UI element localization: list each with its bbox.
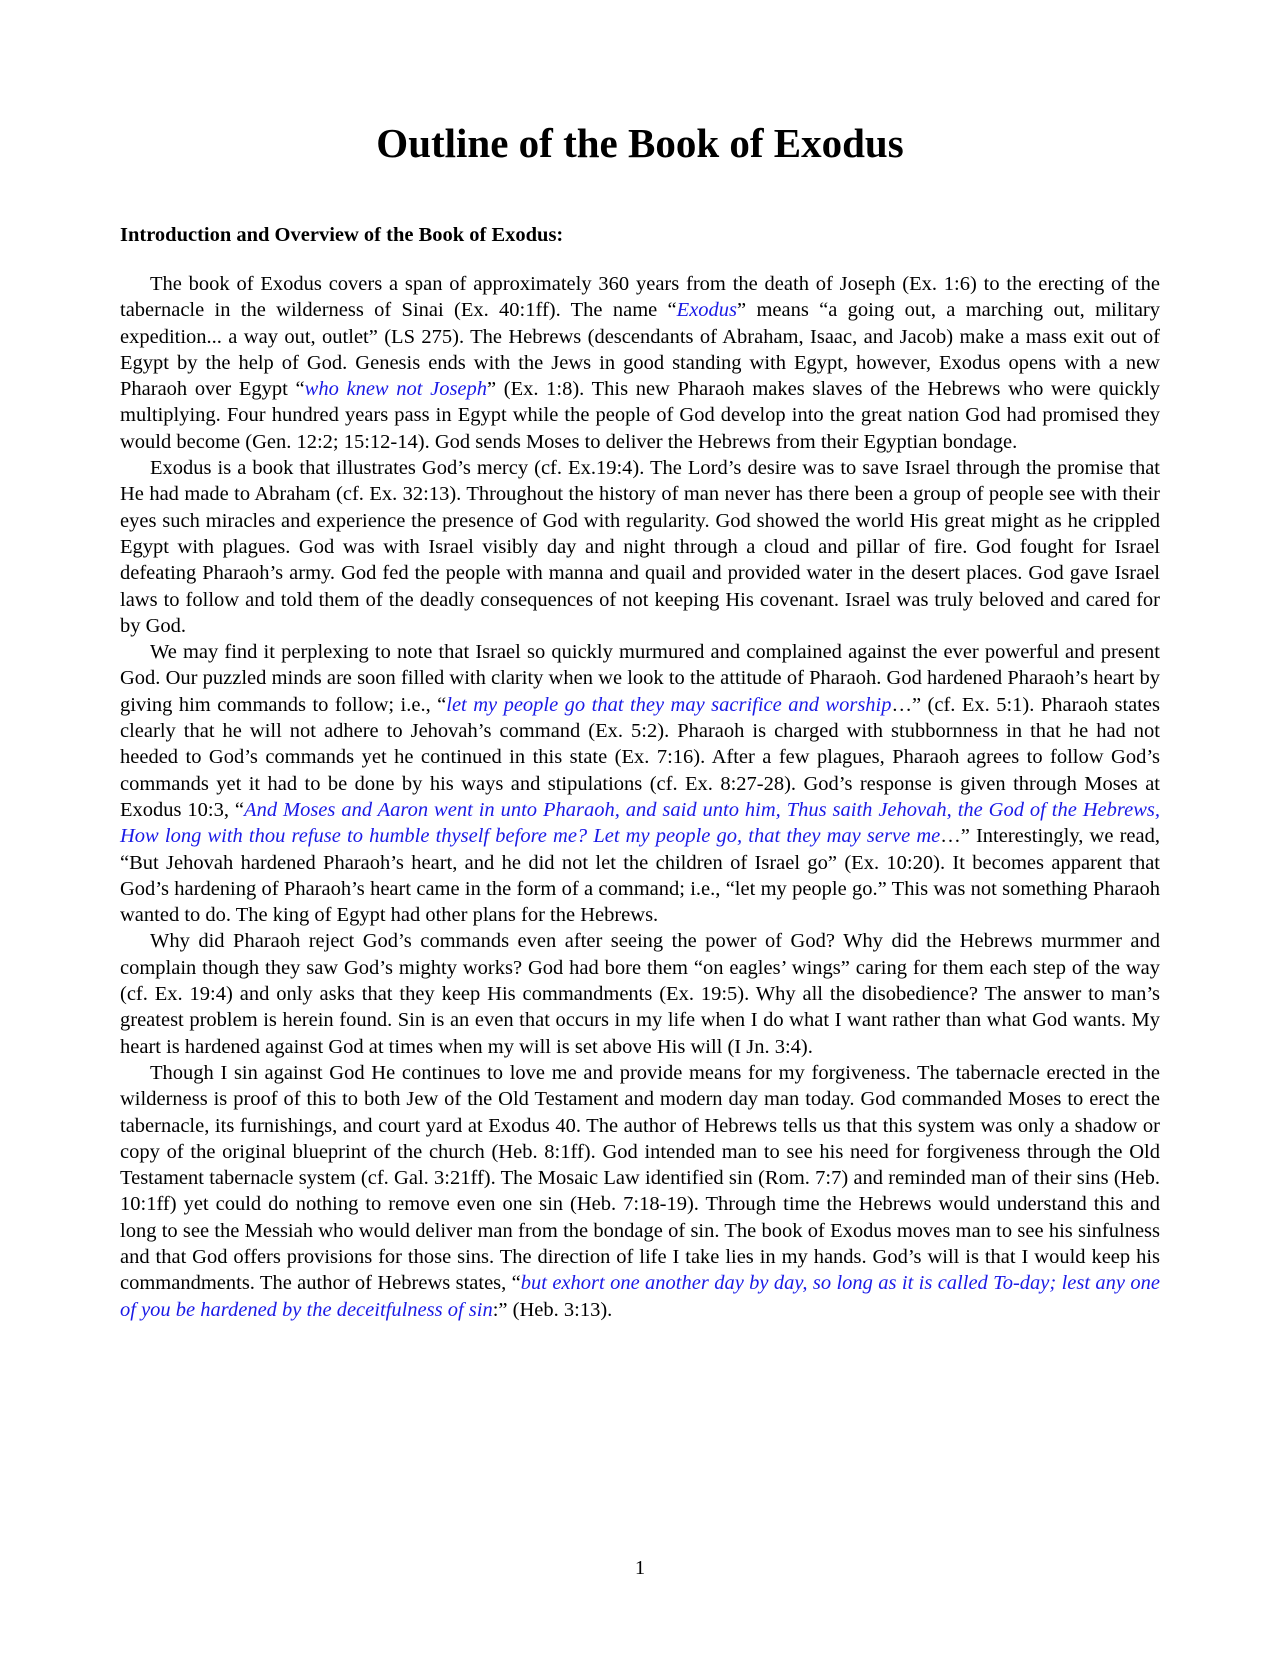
section-heading: Introduction and Overview of the Book of Exodus: xyxy=(120,224,564,246)
scripture-quote: And Moses and Aaron went in unto Pharaoh, and said unto him, Thus saith Jehovah, the God of the Hebrews, How long with thou refuse to humble thyself before me? Let my people go, that they may serve me xyxy=(120,798,1160,848)
scripture-quote: but exhort one another day by day, so long as it is called To-day; lest any one of you be hardened by the deceitfulness of sin xyxy=(120,1272,1160,1321)
text-segment: :” (Heb. 3:13). xyxy=(492,1298,613,1321)
paragraph-2 xyxy=(120,455,1160,639)
paragraph-3 xyxy=(120,639,1160,928)
paragraph-5 xyxy=(120,1060,1160,1323)
text-segment: The book of Exodus covers a span of approximately 360 years from the death of Joseph (Ex. 1:6) to the erecting of the tabernacle in the wilderness of Sinai (Ex. 40:1ff). The name “ xyxy=(120,273,1160,322)
text-segment: Though I sin against God He continues to love me and provide means for my forgiveness. The tabernacle erected in the wilderness is proof of this to both Jew of the Old Testament and modern day man today. God commanded Moses to erect the tabernacle, its furnishings, and court yard at Exodus 40. The author of Hebrews tells us that this system was only a shadow or copy of the original blueprint of the church (Heb. 8:1ff). God intended man to see his need for forgiveness through the Old Testament tabernacle system (cf. Gal. 3:21ff). The Mosaic Law identified sin (Rom. 7:7) and reminded man of their sins (Heb. 10:1ff) yet could do nothing to remove even one sin (Heb. 7:18-19). Through time the Hebrews would understand this and long to see the Messiah who would deliver man from the bondage of sin. The book of Exodus moves man to see his sinfulness and that God offers provisions for those sins. The direction of life I take lies in my hands. God’s will is that I would keep his commandments. The author of Hebrews states, “ xyxy=(120,1061,1160,1295)
text-segment: ” (Ex. 1:8). This new Pharaoh makes slaves of the Hebrews who were quickly multiplying. Four hundred years pass in Egypt while the people of God develop into the great nation God had promised they would become (Gen. 12:2; 15:12-14). God sends Moses to deliver the Hebrews from their Egyptian bondage. xyxy=(120,378,1161,453)
page-title: Outline of the Book of Exodus xyxy=(376,120,904,166)
scripture-quote: who knew not Joseph xyxy=(304,378,488,401)
text-segment: …” (cf. Ex. 5:1). Pharaoh states clearly that he will not adhere to Jehovah’s command (Ex. 5:2). Pharaoh is charged with stubbornness in that he had not heeded to God’s commands yet he continued in this state (Ex. 7:16). After a few plagues, Pharaoh agrees to follow God’s commands yet it had to be done by his ways and stipulations (cf. Ex. 8:27-28). God’s response is given through Moses at Exodus 10:3, “ xyxy=(120,693,1161,821)
paragraph-1 xyxy=(120,271,1160,455)
text-segment: We may find it perplexing to note that Israel so quickly murmured and complained against the ever powerful and present God. Our puzzled minds are soon filled with clarity when we look to the attitude of Pharaoh. God hardened Pharaoh’s heart by giving him commands to follow; i.e., “ xyxy=(120,641,1160,716)
text-segment: Exodus is a book that illustrates God’s mercy (cf. Ex.19:4). The Lord’s desire was to save Israel through the promise that He had made to Abraham (cf. Ex. 32:13). Throughout the history of man never has there been a group of people see with their eyes such miracles and experience the presence of God with regularity. God showed the world His great might as he crippled Egypt with plagues. God was with Israel visibly day and night through a cloud and pillar of fire. God fought for Israel defeating Pharaoh’s army. God fed the people with manna and quail and provided water in the desert places. God gave Israel laws to follow and told them of the deadly consequences of not keeping His covenant. Israel was truly beloved and cared for by God. xyxy=(120,457,1160,637)
text-segment: …” Interestingly, we read, “But Jehovah hardened Pharaoh’s heart, and he did not let the children of Israel go” (Ex. 10:20). It becomes apparent that God’s hardening of Pharaoh’s heart came in the form of a command; i.e., “let my people go.” This was not something Pharaoh wanted to do. The king of Egypt had other plans for the Hebrews. xyxy=(120,825,1160,927)
scripture-quote: let my people go that they may sacrifice and worship xyxy=(446,693,892,716)
body-text xyxy=(120,271,1160,1323)
text-segment: ” means “a going out, a marching out, military expedition... a way out, outlet” (LS 275). The Hebrews (descendants of Abraham, Isaac, and Jacob) make a mass exit out of Egypt by the help of God. Genesis ends with the Jews in good standing with Egypt, however, Exodus opens with a new Pharaoh over Egypt “ xyxy=(120,299,1160,401)
paragraph-4 xyxy=(120,928,1160,1059)
page-number: 1 xyxy=(634,1557,646,1579)
text-segment: Why did Pharaoh reject God’s commands even after seeing the power of God? Why did the Hebrews murmmer and complain though they saw God’s mighty works? God had bore them “on eagles’ wings” caring for them each step of the way (cf. Ex. 19:4) and only asks that they keep His commandments (Ex. 19:5). Why all the disobedience? The answer to man’s greatest problem is herein found. Sin is an even that occurs in my life when I do what I want rather than what God wants. My heart is hardened against God at times when my will is set above His will (I Jn. 3:4). xyxy=(120,930,1160,1058)
scripture-quote: Exodus xyxy=(676,299,738,322)
